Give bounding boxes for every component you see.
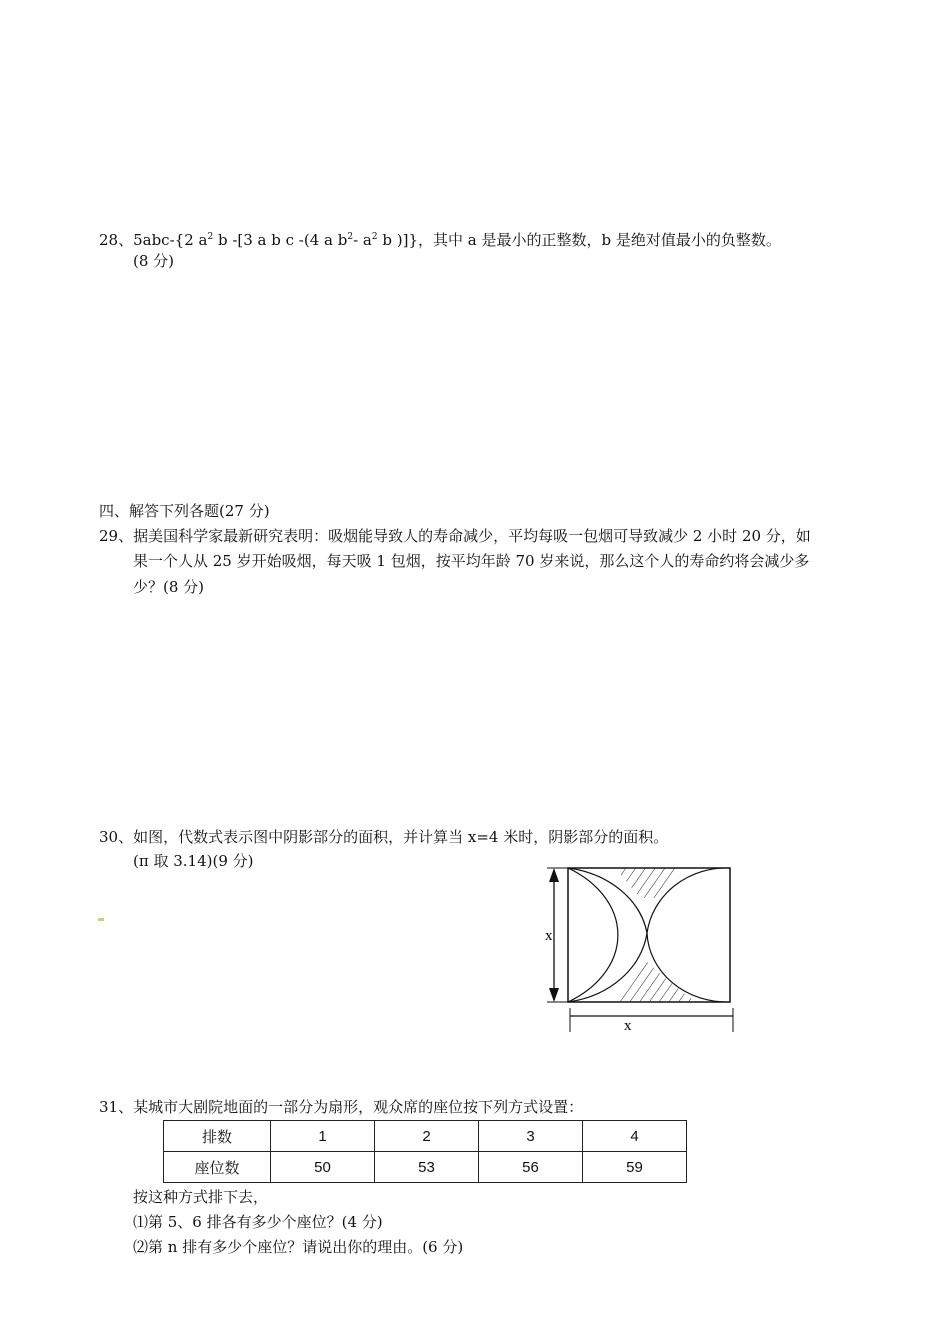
q29-line2: 果一个人从 25 岁开始吸烟，每天吸 1 包烟，按平均年龄 70 岁来说，那么这个人的寿命约将会减少多: [133, 552, 810, 570]
row-header: 座位数: [164, 1152, 271, 1183]
q31-line-b: ⑴第 5、6 排各有多少个座位？(4 分): [133, 1213, 383, 1231]
q28-score: (8 分): [133, 252, 175, 270]
shaded-area-figure: [535, 858, 745, 1038]
fig-label-x-vertical: x: [545, 928, 553, 944]
table-cell: 56: [479, 1152, 583, 1183]
table-cell: 4: [583, 1121, 687, 1152]
q28-prefix: 28、5abc-{2 a: [99, 231, 208, 249]
table-cell: 50: [271, 1152, 375, 1183]
fig-label-x-horizontal: x: [624, 1018, 632, 1034]
q28-part1: b -[3 a b c -(4 a b: [213, 231, 348, 249]
table-cell: 1: [271, 1121, 375, 1152]
table-row: [164, 1152, 687, 1183]
q28-suffix: ，其中 a 是最小的正整数，b 是绝对值最小的负整数。: [418, 231, 781, 249]
row-header: 排数: [164, 1121, 271, 1152]
section4-title: 四、解答下列各题(27 分): [99, 502, 270, 520]
table-cell: 2: [375, 1121, 479, 1152]
q28-line1: [99, 226, 781, 251]
q28-sup-1: 2: [207, 232, 214, 242]
q29-line3: 少？(8 分): [133, 578, 205, 596]
arrow-down-icon: [549, 988, 559, 1002]
q31-intro: 31、某城市大剧院地面的一部分为扇形，观众席的座位按下列方式设置：: [99, 1098, 584, 1116]
q28-part2: - a: [353, 231, 372, 249]
q31-line-a: 按这种方式排下去，: [133, 1188, 269, 1206]
q28-sup-3: 2: [371, 232, 378, 242]
q31-line-c: ⑵第 n 排有多少个座位？请说出你的理由。(6 分): [133, 1238, 464, 1256]
q28-part3: b )]}: [377, 231, 418, 249]
table-cell: 53: [375, 1152, 479, 1183]
q28-sup-2: 2: [347, 232, 354, 242]
table-cell: 59: [583, 1152, 687, 1183]
highlight-mark: [98, 918, 104, 921]
table-cell: 3: [479, 1121, 583, 1152]
q30-line2: (π 取 3.14)(9 分): [133, 852, 254, 870]
table-row: [164, 1121, 687, 1152]
seats-table: [163, 1120, 687, 1183]
q29-line1: 29、据美国科学家最新研究表明：吸烟能导致人的寿命减少，平均每吸一包烟可导致减少 2 小时 20 分，如: [99, 527, 811, 545]
arrow-up-icon: [549, 868, 559, 882]
q30-line1: 30、如图，代数式表示图中阴影部分的面积，并计算当 x=4 米时，阴影部分的面积。: [99, 828, 669, 846]
shaded-region-bottom: [615, 958, 695, 1002]
